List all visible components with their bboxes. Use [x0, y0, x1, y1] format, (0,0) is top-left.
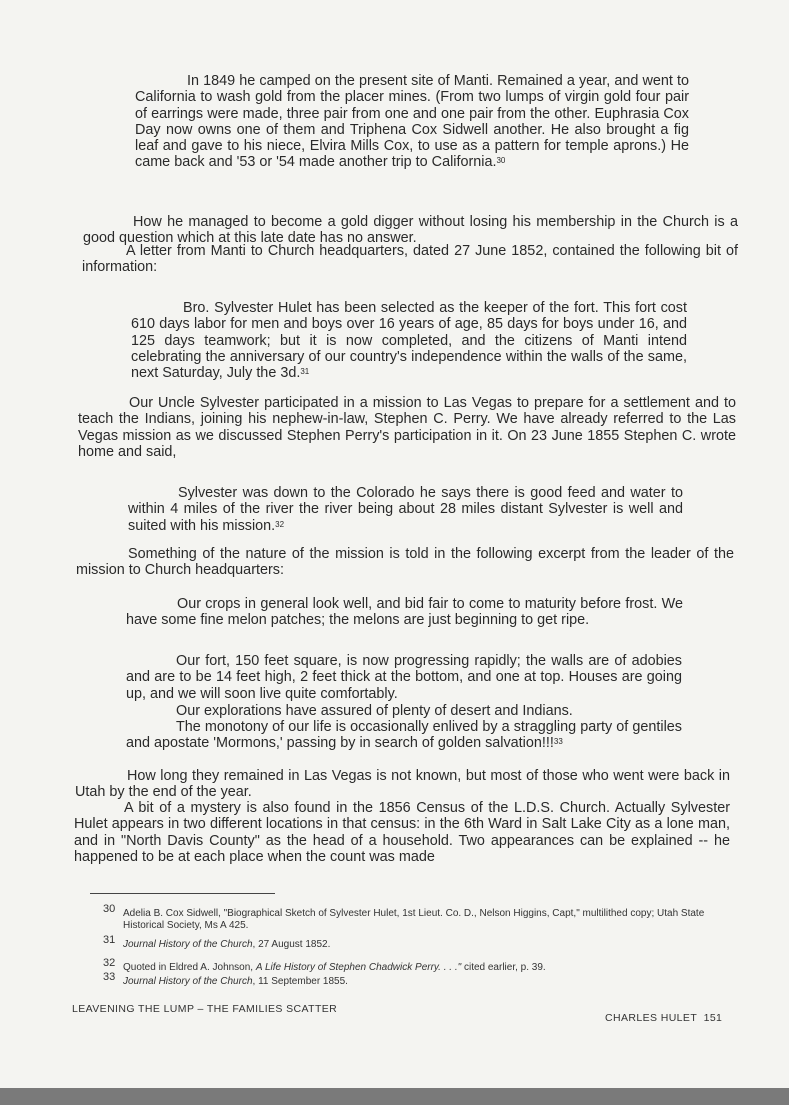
footnote-32-number: 32	[103, 957, 116, 969]
footnote-31-text: , 27 August 1852.	[252, 939, 331, 950]
footnote-ref-31: 31	[300, 367, 310, 377]
footnote-31-number: 31	[103, 934, 116, 946]
paragraph-6	[75, 768, 730, 801]
paragraph-4-text: Our Uncle Sylvester participated in a mission to Las Vegas to prepare for a settlement and to teach the Indians, joining his nephew-in-law, Stephen C. Perry. We have already referred to the Las Vegas mission as we discussed Stephen Perry's participation in it. On 23 June 1855 Stephen C. wrote home and said,	[78, 395, 736, 460]
block-quote-2-text: Sylvester was down to the Colorado he says there is good feed and water to within 4 miles of the river the river being about 28 miles distant Sylvester is well and suited with his mission.	[128, 485, 683, 534]
block-quote-3d-text: The monotony of our life is occasionally enlived by a straggling party of gentiles and apostate 'Mormons,' passing by in search of golden salvation!!!	[126, 719, 682, 752]
footnote-32-text: cited earlier, p. 39.	[461, 962, 546, 973]
paragraph-7-text: A bit of a mystery is also found in the 1856 Census of the L.D.S. Church. Actually Sylvester Hulet appears in two different locations in that census: in the 6th Ward in Salt Lake City as a lone man, and in "North Davis County" as the head of a household. Two appearances can be explained -- he happened to be at each place when the count was made	[74, 800, 730, 865]
block-quote-3a-text: Our crops in general look well, and bid fair to come to maturity before frost. We have some fine melon patches; the melons are just beginning to get ripe.	[126, 596, 683, 629]
footnote-ref-30: 30	[496, 156, 506, 166]
block-quote-1-text: Bro. Sylvester Hulet has been selected as the keeper of the fort. This fort cost 610 days labor for men and boys over 16 years of age, 85 days for boys under 16, and 125 days teamwork; but it is now completed, and the citizens of Manti intend celebrating the anniversary of our country's independence within the walls of the same, next Saturday, July the 3d.	[131, 300, 687, 382]
paragraph-6-text: How long they remained in Las Vegas is not known, but most of those who went were back in Utah by the end of the year.	[75, 768, 730, 801]
block-quote-3b	[126, 653, 682, 702]
footnote-33-number: 33	[103, 971, 116, 983]
footnote-30-text: Adelia B. Cox Sidwell, "Biographical Sketch of Sylvester Hulet, 1st Lieut. Co. D., Nelson Higgins, Capt," multilithed copy; Utah State Historical Society, Ms A 425.	[123, 908, 705, 931]
footnote-ref-33: 33	[553, 737, 563, 747]
paragraph-4	[78, 395, 736, 460]
footnote-30-number: 30	[103, 903, 116, 915]
footnote-31	[103, 934, 728, 951]
paragraph-2-text: How he managed to become a gold digger without losing his membership in the Church is a good question which at this late date has no answer.	[83, 214, 738, 247]
paragraph-3-text: A letter from Manti to Church headquarters, dated 27 June 1852, contained the following bit of information:	[82, 243, 738, 276]
footnote-32-title: A Life History of Stephen Chadwick Perry. . . ."	[255, 962, 462, 973]
block-quote-3a	[126, 596, 683, 629]
block-quote-1	[131, 300, 687, 381]
paragraph-1	[135, 73, 689, 171]
footnote-32	[103, 957, 728, 974]
paragraph-3	[82, 243, 738, 276]
footnote-ref-32: 32	[275, 519, 285, 529]
paragraph-5-text: Something of the nature of the mission is told in the following excerpt from the leader of the mission to Church headquarters:	[76, 546, 734, 579]
footnote-31-title: Journal History of the Church	[123, 939, 253, 950]
running-footer-left: LEAVENING THE LUMP – THE FAMILIES SCATTER	[72, 1003, 338, 1015]
paragraph-7	[74, 800, 730, 865]
footnote-33-text: , 11 September 1855.	[252, 976, 348, 987]
footnote-divider	[90, 893, 275, 894]
footnote-30	[103, 903, 728, 931]
footnote-32-prefix: Quoted in Eldred A. Johnson,	[123, 962, 256, 973]
block-quote-3b-text: Our fort, 150 feet square, is now progressing rapidly; the walls are of adobies and are to be 14 feet high, 2 feet thick at the bottom, and one at top. Houses are going up, and we will soon live quite comfortably.	[126, 653, 682, 702]
block-quote-3c	[176, 703, 676, 719]
block-quote-3c-text: Our explorations have assured of plenty of desert and Indians.	[176, 703, 573, 719]
paragraph-2	[83, 214, 738, 247]
block-quote-2	[128, 485, 683, 534]
paragraph-5	[76, 546, 734, 579]
footnote-33-title: Journal History of the Church	[123, 976, 253, 987]
running-footer-right: CHARLES HULET 151	[605, 1012, 723, 1024]
block-quote-3d	[126, 719, 682, 752]
scan-edge-bar	[0, 1088, 789, 1105]
paragraph-1-text: In 1849 he camped on the present site of Manti. Remained a year, and went to California to wash gold from the placer mines. (From two lumps of virgin gold four pair of earrings were made, three pair from one and one pair from the other. Euphrasia Cox Day now owns one of them and Triphena Cox Sidwell another. He also brought a fig leaf and gave to his niece, Elvira Mills Cox, to use as a pattern for temple aprons.) He came back and '53 or '54 made another trip to California.	[135, 73, 689, 171]
footnote-33	[103, 971, 728, 988]
